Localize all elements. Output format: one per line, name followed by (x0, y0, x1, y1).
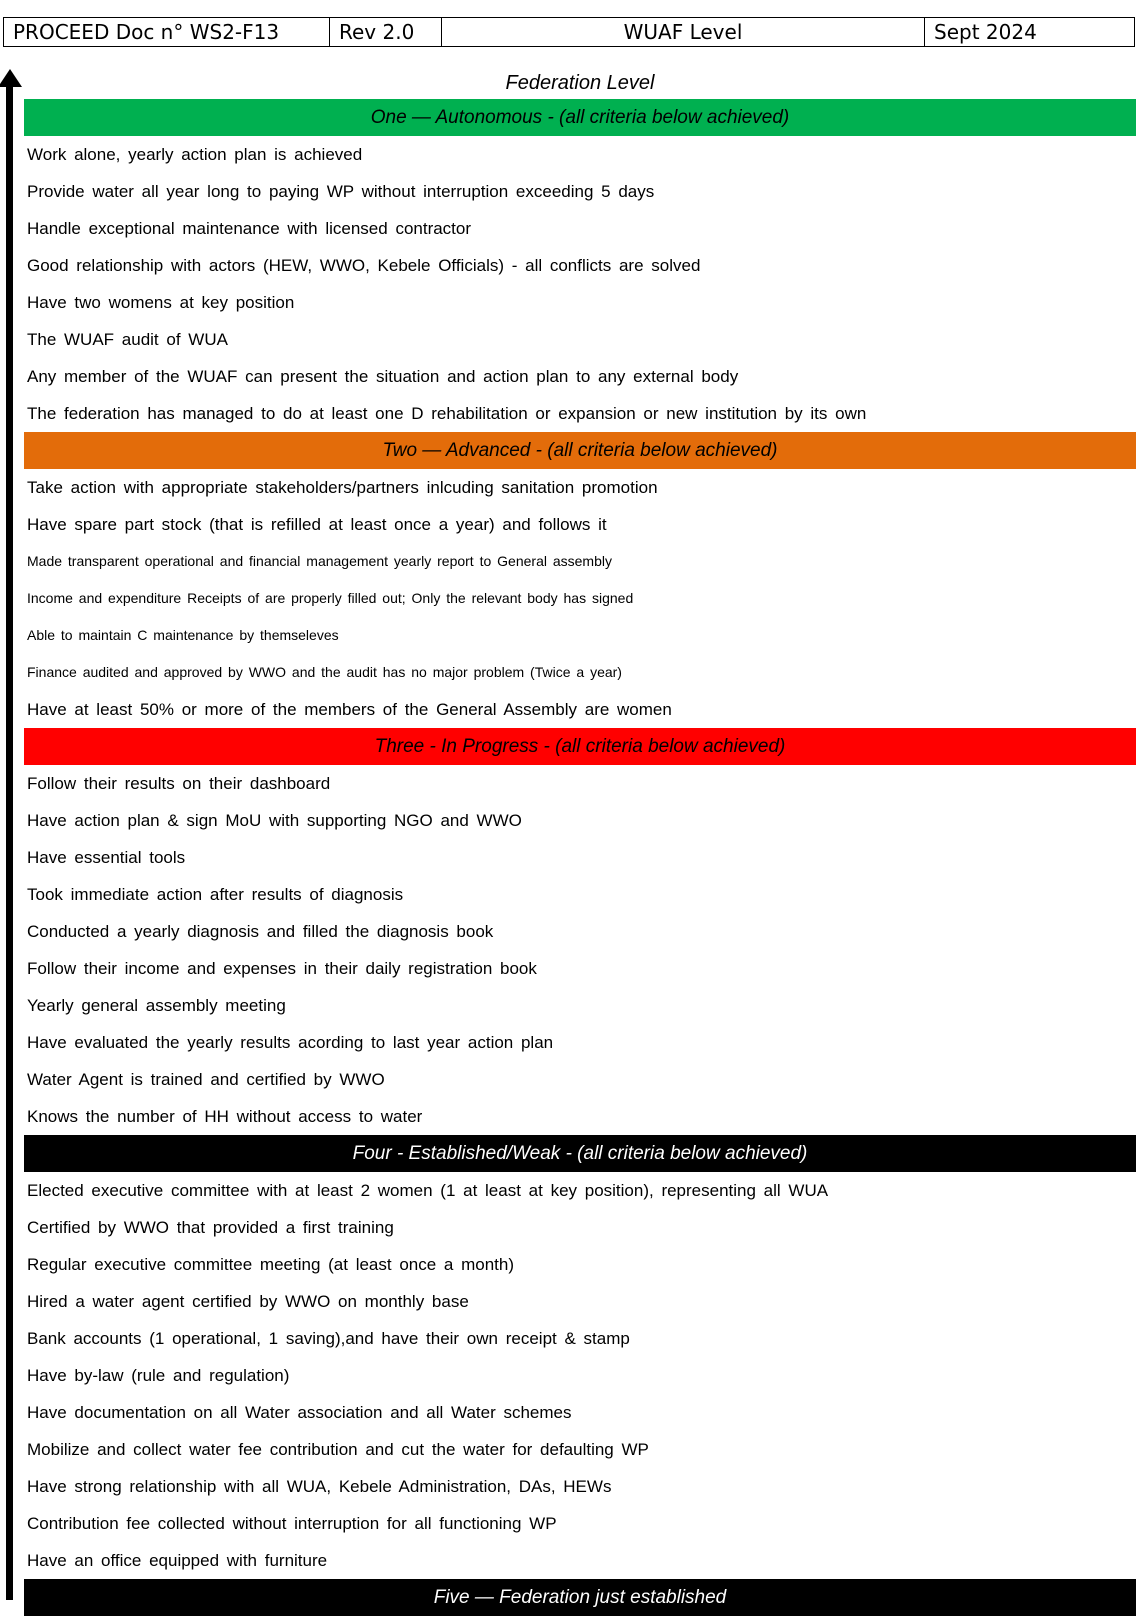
criteria-item: Any member of the WUAF can present the situation and action plan to any external body (27, 367, 739, 386)
criteria-item: Take action with appropriate stakeholders/partners inlcuding sanitation promotion (27, 478, 658, 497)
criteria-item: Have two womens at key position (27, 293, 295, 312)
criteria-item: Conducted a yearly diagnosis and filled the diagnosis book (27, 922, 494, 941)
criteria-item: The WUAF audit of WUA (27, 330, 228, 349)
criteria-item: Finance audited and approved by WWO and the audit has no major problem (Twice a year) (27, 664, 622, 680)
document-title: WUAF Level (442, 18, 925, 46)
criteria-item: Have essential tools (27, 848, 186, 867)
criteria-item: Follow their income and expenses in their daily registration book (27, 959, 537, 978)
criteria-item: Have an office equipped with furniture (27, 1551, 328, 1570)
criteria-item: Knows the number of HH without access to water (27, 1107, 423, 1126)
criteria-item: Certified by WWO that provided a first training (27, 1218, 394, 1237)
criteria-item: Handle exceptional maintenance with licensed contractor (27, 219, 472, 238)
criteria-item: Able to maintain C maintenance by themseleves (27, 627, 339, 643)
revision: Rev 2.0 (330, 18, 442, 46)
document-date: Sept 2024 (934, 20, 1037, 44)
criteria-item: Yearly general assembly meeting (27, 996, 286, 1015)
criteria-item: Follow their results on their dashboard (27, 774, 331, 793)
criteria-item: Have strong relationship with all WUA, Kebele Administration, DAs, HEWs (27, 1477, 612, 1496)
criteria-item: Elected executive committee with at least 2 women (1 at least at key position), representing all WUA (27, 1181, 829, 1200)
federation-level-title: Federation Level (505, 72, 655, 94)
criteria-item: Have action plan & sign MoU with supporting NGO and WWO (27, 811, 522, 830)
criteria-item: Regular executive committee meeting (at least once a month) (27, 1255, 515, 1274)
level-three-header: Three - In Progress - (all criteria below achieved) (24, 728, 1136, 765)
criteria-item: Income and expenditure Receipts of are properly filled out; Only the relevant body has signed (27, 590, 634, 606)
criteria-item: Have evaluated the yearly results acording to last year action plan (27, 1033, 554, 1052)
criteria-item: Good relationship with actors (HEW, WWO, Kebele Officials) - all conflicts are solved (27, 256, 701, 275)
doc-number: PROCEED Doc n° WS2-F13 (4, 18, 330, 46)
level-four-header: Four - Established/Weak - (all criteria below achieved) (24, 1135, 1136, 1172)
criteria-item: Have by-law (rule and regulation) (27, 1366, 290, 1385)
levels-list (24, 99, 1136, 1616)
criteria-item: Made transparent operational and financial management yearly report to General assembly (27, 553, 612, 569)
document-header (3, 17, 1135, 47)
criteria-item: Hired a water agent certified by WWO on monthly base (27, 1292, 469, 1311)
level-five-header: Five — Federation just established (24, 1579, 1136, 1616)
criteria-item: Have documentation on all Water association and all Water schemes (27, 1403, 572, 1422)
criteria-item: Have at least 50% or more of the members of the General Assembly are women (27, 700, 672, 719)
criteria-item: The federation has managed to do at least one D rehabilitation or expansion or new institution by its own (27, 404, 867, 423)
criteria-item: Contribution fee collected without interruption for all functioning WP (27, 1514, 557, 1533)
level-two-header: Two — Advanced - (all criteria below achieved) (24, 432, 1136, 469)
progress-arrow-icon (6, 84, 13, 1600)
criteria-item: Have spare part stock (that is refilled at least once a year) and follows it (27, 515, 607, 534)
criteria-item: Bank accounts (1 operational, 1 saving),and have their own receipt & stamp (27, 1329, 630, 1348)
level-one-header: One — Autonomous - (all criteria below achieved) (24, 99, 1136, 136)
criteria-item: Water Agent is trained and certified by WWO (27, 1070, 385, 1089)
criteria-item: Mobilize and collect water fee contribution and cut the water for defaulting WP (27, 1440, 649, 1459)
criteria-item: Took immediate action after results of diagnosis (27, 885, 404, 904)
criteria-item: Provide water all year long to paying WP without interruption exceeding 5 days (27, 182, 655, 201)
criteria-item: Work alone, yearly action plan is achieved (27, 145, 363, 164)
